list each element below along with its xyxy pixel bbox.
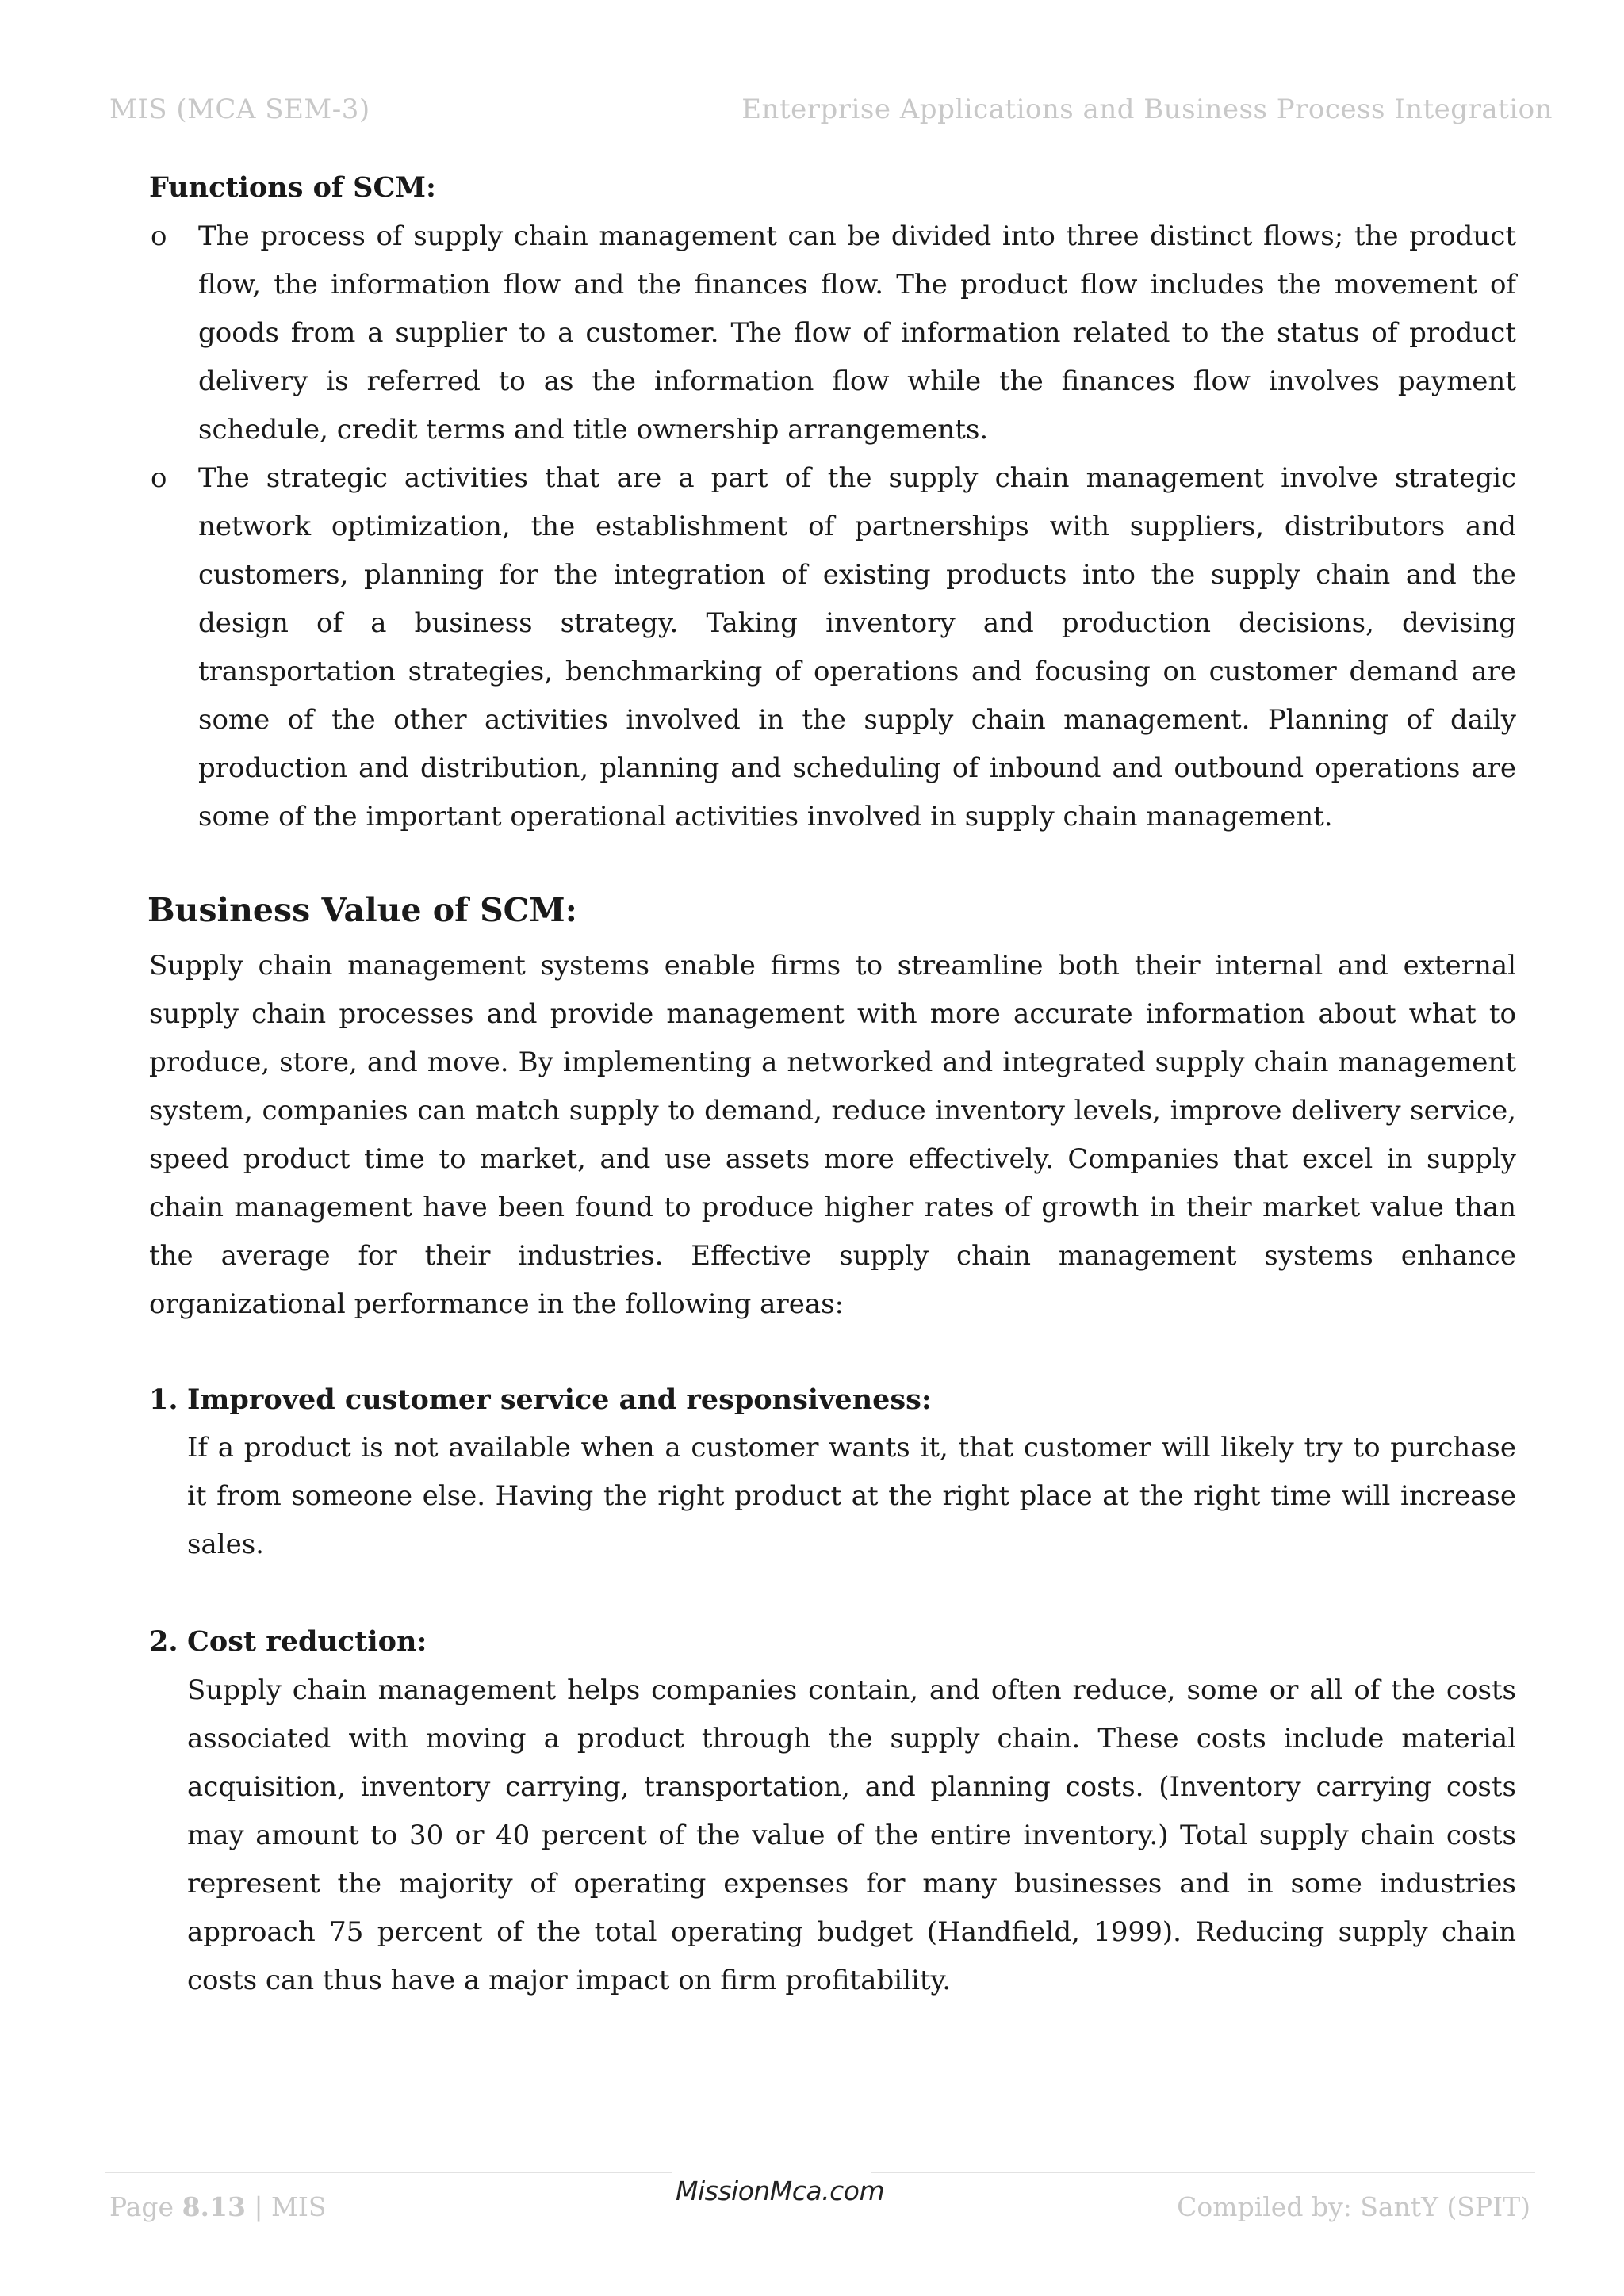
business-value-heading: Business Value of SCM: (147, 891, 577, 929)
list-item-title: Improved customer service and responsiveness: (187, 1383, 932, 1416)
functions-bullet-1: The process of supply chain management can be divided into three distinct flows; the product flow, the information flow and the finances flow. The product flow includes the movement of goods from a supplier to a customer. The flow of information related to the status of product delivery is referred to as the information flow while the finances flow involves payment schedule, credit terms and title ownership arrangements. (198, 220, 1516, 446)
header-course: MIS (MCA SEM-3) (109, 94, 370, 125)
page-suffix: | MIS (254, 2191, 327, 2222)
list-item-title: Cost reduction: (187, 1625, 427, 1658)
business-value-intro: Supply chain management systems enable firms to streamline both their internal and external supply chain processes and provide management with more accurate information about what to produce, store, and move. By implementing a networked and integrated supply chain management system, companies can match supply to demand, reduce inventory levels, improve delivery service, speed product time to market, and use assets more effectively. Companies that excel in supply chain management have been found to produce higher rates of growth in their market value than the average for their industries. Effective supply chain management systems enhance organizational performance in the following areas: (149, 950, 1516, 1320)
page-prefix: Page (109, 2191, 174, 2222)
list-item-body: If a product is not available when a customer wants it, that customer will likely try to purchase it from someone else. Having the right product at the right place at the right time will increase sales. (187, 1432, 1516, 1560)
list-item-number: 1. (149, 1383, 178, 1416)
site-logo: MissionMca.com (676, 2175, 885, 2206)
header-chapter: Enterprise Applications and Business Process Integration (741, 94, 1553, 125)
footer-page-info (109, 2191, 326, 2222)
footer-divider (105, 2172, 672, 2173)
functions-bullet-2: The strategic activities that are a part of the supply chain management involve strategic network optimization, the establishment of partnerships with suppliers, distributors and customers, planning for the integration of existing products into the supply chain and the design of a business strategy. Taking inventory and production decisions, devising transportation strategies, benchmarking of operations and focusing on customer demand are some of the other activities involved in the supply chain management. Planning of daily production and distribution, planning and scheduling of inbound and outbound operations are some of the important operational activities involved in supply chain management. (198, 462, 1516, 832)
functions-heading: Functions of SCM: (149, 171, 436, 204)
bullet-marker: o (151, 220, 167, 252)
list-item-number: 2. (149, 1625, 178, 1658)
footer-credit: Compiled by: SantY (SPIT) (1177, 2191, 1530, 2222)
page-number: 8.13 (182, 2191, 246, 2222)
footer-divider (871, 2172, 1535, 2173)
list-item-body: Supply chain management helps companies contain, and often reduce, some or all of the costs associated with moving a product through the supply chain. These costs include material acquisition, inventory carrying, transportation, and planning costs. (Inventory carrying costs may amount to 30 or 40 percent of the value of the entire inventory.) Total supply chain costs represent the majority of operating expenses for many businesses and in some industries approach 75 percent of the total operating budget (Handfield, 1999). Reducing supply chain costs can thus have a major impact on firm profitability. (187, 1674, 1516, 1996)
bullet-marker: o (151, 462, 167, 494)
